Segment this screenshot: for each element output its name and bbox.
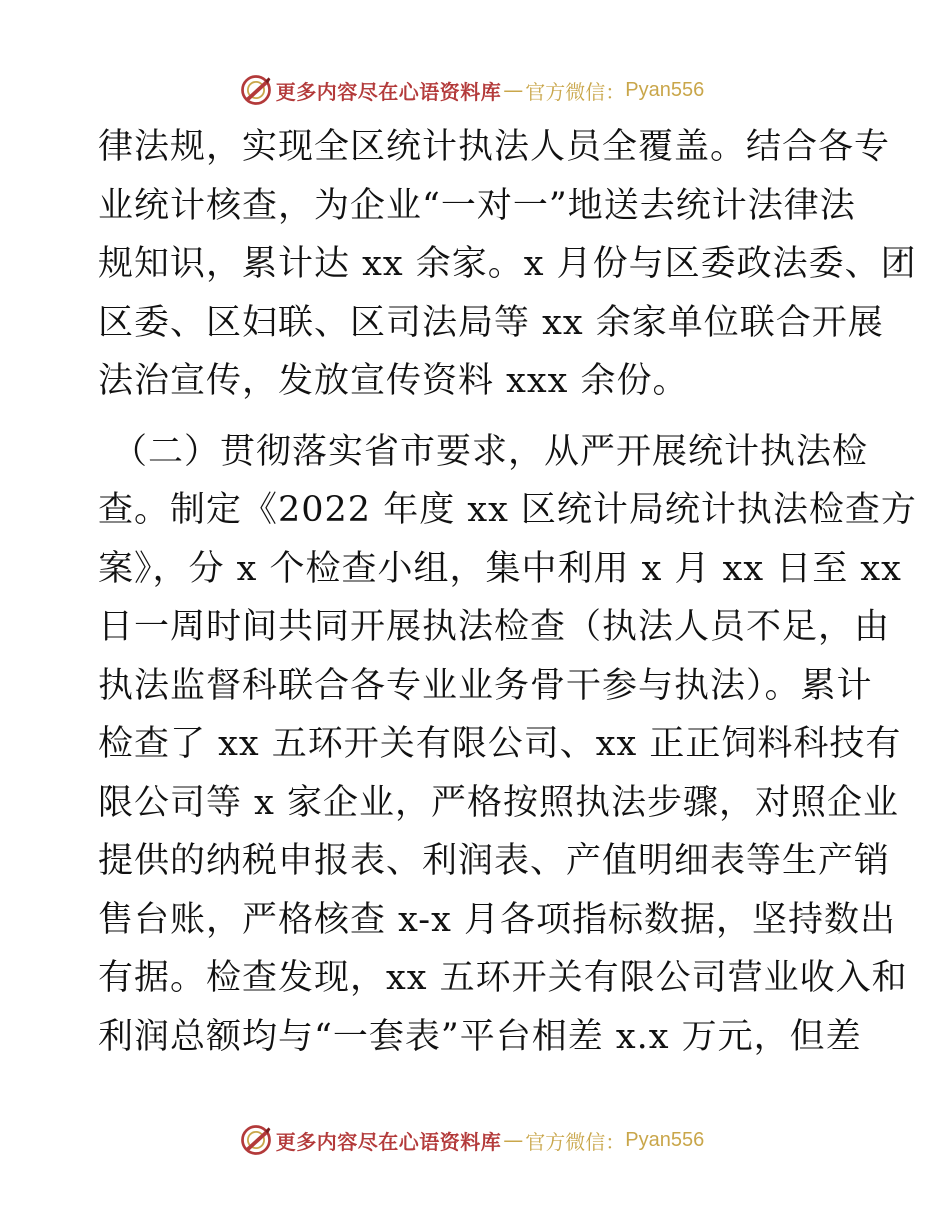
text-line: 执法监督科联合各专业业务骨干参与执法）。累计: [98, 665, 873, 706]
footer-account: Pyan556: [625, 1128, 705, 1151]
brand-logo-icon: [238, 72, 274, 108]
text-line: 规知识，累计达 xx 余家。x 月份与区委政法委、团: [98, 244, 917, 284]
text-line: 售台账，严格核查 x-x 月各项指标数据，坚持数出: [98, 899, 896, 940]
text-line: 业统计核查，为企业“一对一”地送去统计法律法: [98, 185, 856, 226]
paragraph-gap: [98, 411, 868, 423]
header-separator: —: [503, 78, 524, 102]
header-wechat-label: 官方微信：: [525, 79, 626, 104]
footer-separator: —: [503, 1128, 524, 1152]
paragraph-1: [98, 118, 917, 411]
footer-brand-text: 更多内容尽在心语资料库: [275, 1129, 502, 1154]
document-body: [98, 118, 917, 1066]
text-line: 有据。检查发现，xx 五环开关有限公司营业收入和: [98, 958, 908, 998]
text-line: 区委、区妇联、区司法局等 xx 余家单位联合开展: [98, 302, 884, 343]
brand-logo-icon: [238, 1122, 274, 1158]
section-heading-line: （二）贯彻落实省市要求，从严开展统计执法检: [112, 431, 869, 472]
header-brand-text: 更多内容尽在心语资料库: [275, 79, 502, 104]
text-line: 检查了 xx 五环开关有限公司、xx 正正饲料科技有: [98, 724, 902, 764]
text-line: 查。制定《2022 年度 xx 区统计局统计执法检查方: [98, 490, 917, 530]
text-line: 法治宣传，发放宣传资料 xxx 余份。: [98, 361, 689, 401]
text-line: 日一周时间共同开展执法检查（执法人员不足，由: [98, 607, 891, 647]
text-line: 限公司等 x 家企业，严格按照执法步骤，对照企业: [98, 782, 899, 823]
text-line: 提供的纳税申报表、利润表、产值明细表等生产销: [98, 841, 891, 881]
text-line: 利润总额均与“一套表”平台相差 x.x 万元，但差: [98, 1016, 862, 1057]
footer-wechat-label: 官方微信：: [525, 1129, 626, 1154]
text-line: 案》，分 x 个检查小组，集中利用 x 月 xx 日至 xx: [98, 548, 902, 589]
paragraph-2: [98, 423, 917, 1067]
text-line: 律法规，实现全区统计执法人员全覆盖。结合各专: [98, 127, 891, 167]
header-account: Pyan556: [625, 78, 705, 101]
header-banner: [0, 70, 950, 110]
footer-banner: [0, 1120, 950, 1160]
